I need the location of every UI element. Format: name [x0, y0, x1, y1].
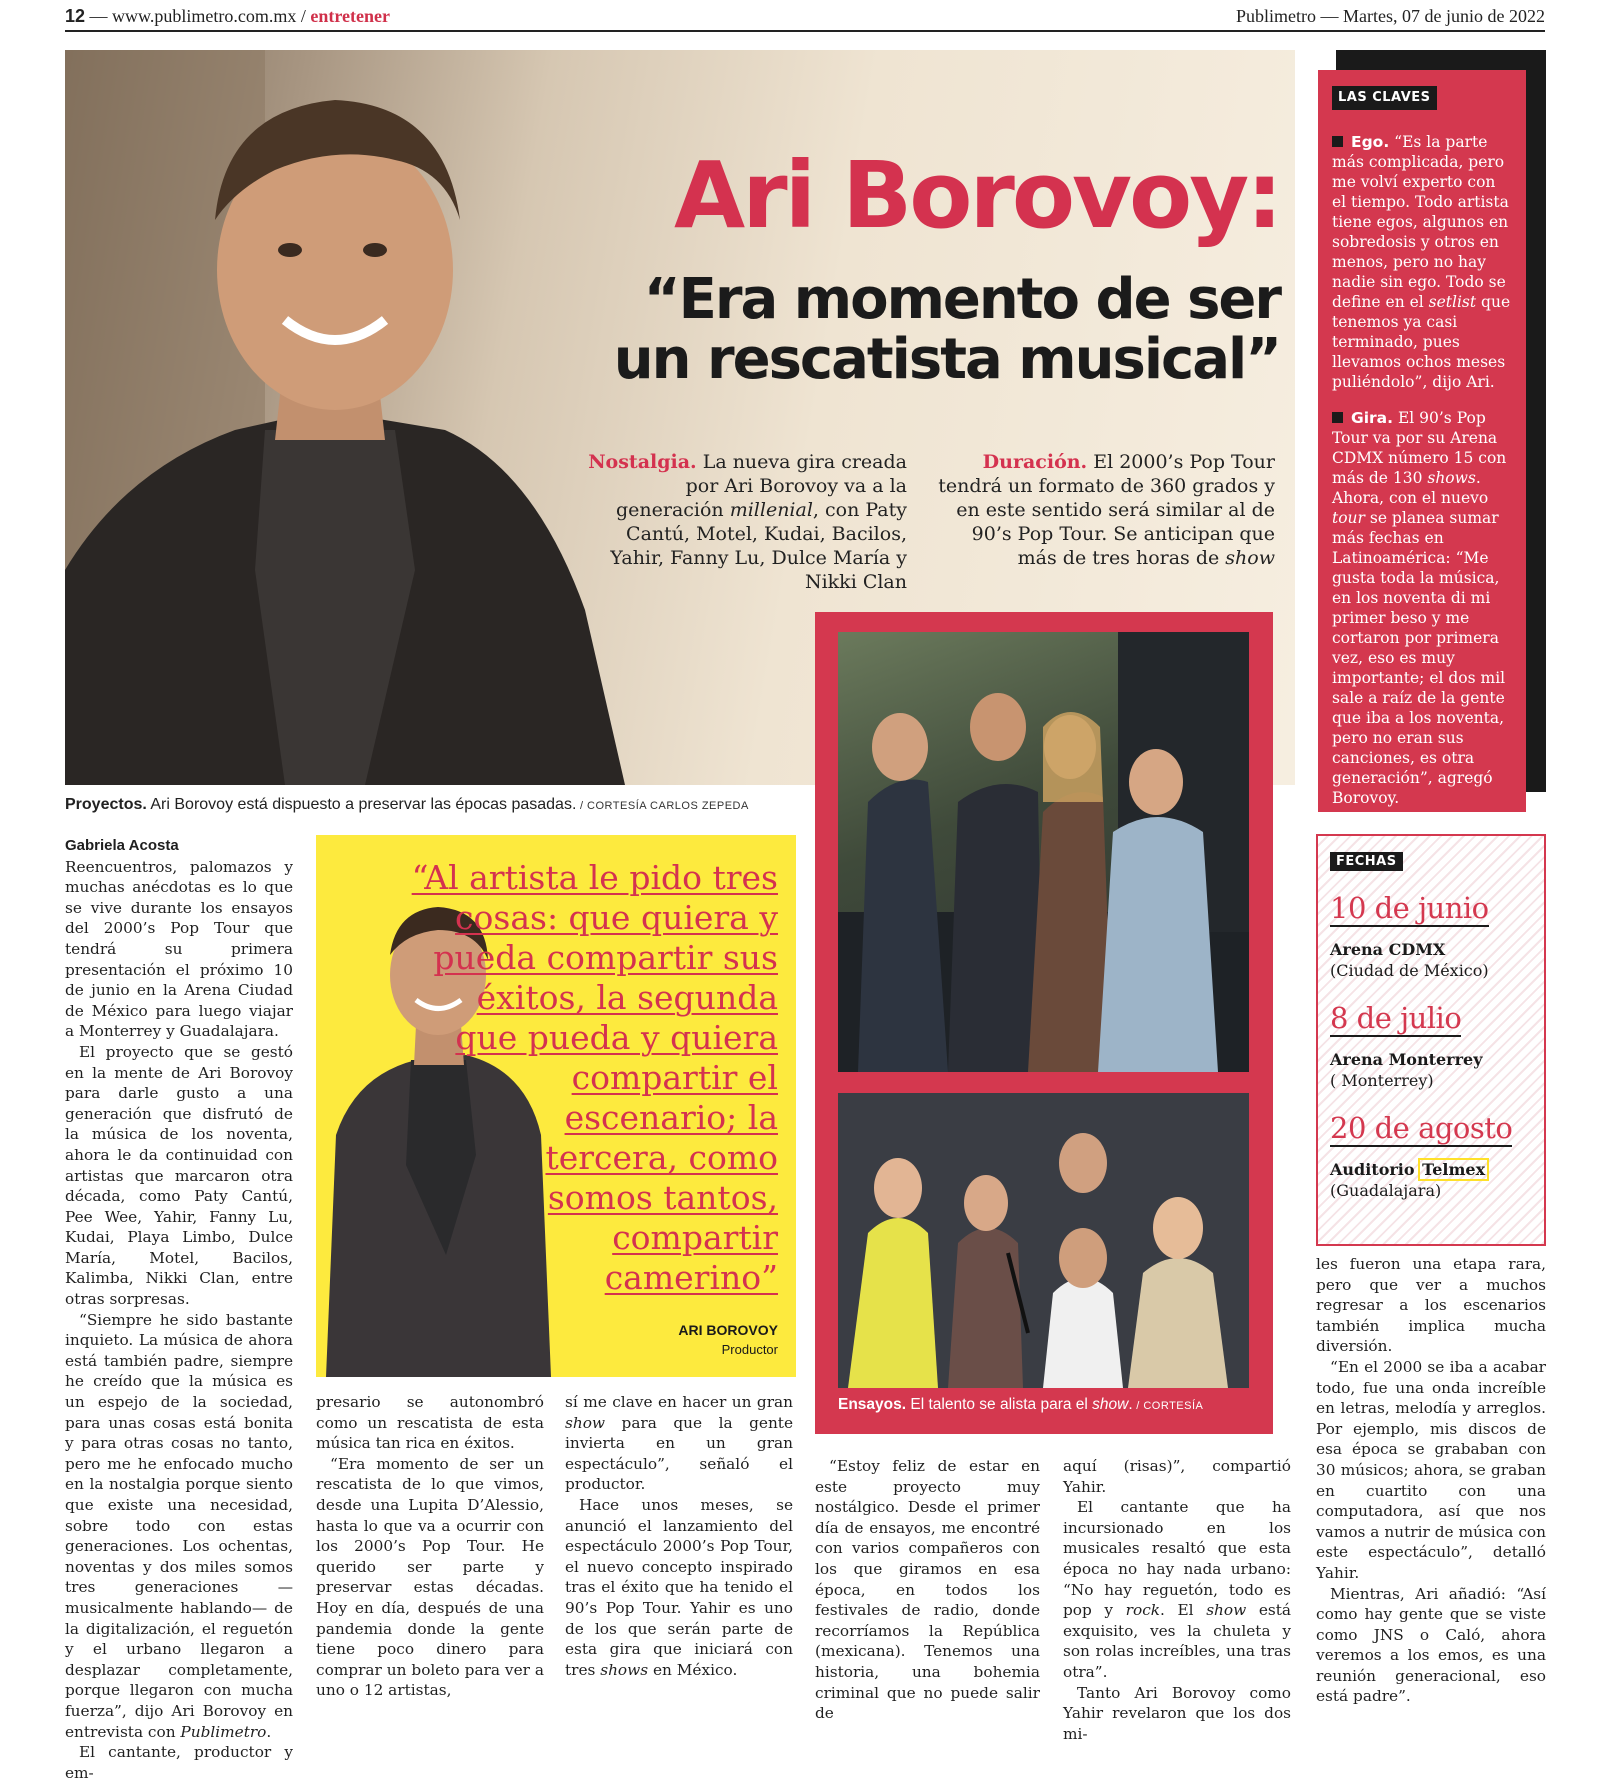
quote-line: que pueda y quiera: [455, 1018, 778, 1057]
deck-duracion: [930, 450, 1275, 570]
caption-text: El talento se alista para el: [906, 1396, 1093, 1413]
article-paragraph: El cantante, productor y em-: [65, 1743, 293, 1782]
claves-tag: LAS CLAVES: [1332, 86, 1437, 110]
venue-highlight: Telmex: [1422, 1160, 1486, 1179]
caption-label: Ensayos.: [838, 1396, 907, 1413]
paragraph-text: . El: [1160, 1601, 1207, 1620]
article-paragraph: [565, 1392, 793, 1495]
deck-text: , con Paty Cantú, Motel, Kudai, Bacilos, Yahir, Fanny Lu, Dulce María y Nikki Clan: [610, 499, 907, 593]
article-column-4: [815, 1456, 1040, 1724]
fecha-date: 8 de julio: [1330, 1001, 1462, 1035]
article-paragraph: Tanto Ari Borovoy como Yahir revelaron que los dos mi-: [1063, 1683, 1291, 1743]
quote-line: camerino”: [604, 1258, 778, 1297]
caption-text: Ari Borovoy está dispuesto a preservar las épocas pasadas.: [146, 796, 577, 813]
subtitle-line-2: un rescatista musical”: [613, 327, 1280, 393]
venue-part: Auditorio: [1330, 1160, 1421, 1179]
quote-author: ARI BOROVOY: [678, 1322, 778, 1338]
article-paragraph: Mientras, Ari añadió: “Así como hay gente que se viste como JNS o Caló, ahora veremos a los emos, es una reunión generacional, eso está padre”.: [1316, 1584, 1546, 1706]
quote-line: tercera, como: [545, 1138, 778, 1177]
article-paragraph: “Era momento de ser un rescatista de lo que vimos, desde una Lupita D’Alessio, hasta lo que va a ocurrir con los 2000’s Pop Tour. He querido ser parte y preservar estas décadas. Hoy en día, después de una pandemia donde la gente tiene poco dinero para comprar un boleto para ver a uno o 12 artistas,: [316, 1454, 544, 1700]
fecha-venue: Arena CDMX: [1330, 940, 1446, 959]
claves-item-gira: [1332, 408, 1514, 808]
claves-box: [1318, 70, 1526, 812]
paragraph-italic: shows: [600, 1660, 649, 1679]
bullet-square-icon: [1332, 136, 1343, 147]
fecha-venue: [1330, 1159, 1532, 1180]
fecha-city: ( Monterrey): [1330, 1071, 1434, 1090]
header-dash: —: [89, 6, 113, 26]
caption-text: .: [1128, 1396, 1133, 1413]
paragraph-italic: show: [565, 1413, 606, 1432]
claves-text: “Es la parte más complicada, pero me volví experto con el tiempo. Todo artista tiene egos, algunos en sobredosis y otros en menos, pero no hay nadie sin ego. Todo se define en el: [1332, 133, 1509, 311]
article-paragraph: [1063, 1497, 1291, 1682]
fecha-item: [1330, 871, 1532, 981]
quote-line: éxitos, la segunda: [476, 978, 778, 1017]
photo-caption: [838, 1396, 1249, 1414]
claves-label: Gira.: [1351, 409, 1394, 427]
caption-label: Proyectos.: [65, 796, 147, 813]
article-column-1: [65, 836, 293, 1783]
fecha-item: [1330, 981, 1532, 1091]
paragraph-italic: Publimetro: [180, 1722, 267, 1741]
fecha-city: (Guadalajara): [1330, 1181, 1442, 1200]
claves-text: El 90’s Pop Tour va por su Arena CDMX número 15 con más de 130: [1332, 409, 1507, 487]
header-rule: [65, 30, 1545, 32]
rehearsal-photo-1: [838, 632, 1249, 1072]
hero-caption: [65, 796, 749, 814]
paragraph-italic: rock: [1125, 1601, 1161, 1620]
byline: Gabriela Acosta: [65, 837, 179, 854]
caption-credit: / CORTESÍA: [1132, 1400, 1204, 1412]
article-paragraph: Reencuentros, palomazos y muchas anécdotas es lo que se vive durante los ensayos del 2000’s Pop Tour que tendrá su primera presentación el próximo 10 de junio en la Arena Ciudad de México para luego viajar a Monterrey y Guadalajara.: [65, 857, 293, 1041]
quote-line: cosas: que quiera y: [455, 898, 778, 937]
fecha-date: 20 de agosto: [1330, 1111, 1513, 1145]
site-url[interactable]: www.publimetro.com.mx: [112, 6, 297, 26]
quote-line: “Al artista le pido tres: [411, 858, 778, 897]
article-paragraph: presario se autonombró como un rescatista de esta música tan rica en éxitos.: [316, 1393, 544, 1453]
paragraph-text: Hace unos meses, se anunció el lanzamiento del espectáculo 2000’s Pop Tour, el nuevo concepto inspirado tras el éxito que ha tenido el 90’s Pop Tour. Yahir es uno de los que serán parte de esta gira que iniciará con tres: [565, 1495, 793, 1679]
caption-credit: / CORTESÍA CARLOS ZEPEDA: [576, 800, 749, 812]
deck-keyword: Nostalgia.: [588, 451, 697, 473]
article-column-3: [565, 1392, 793, 1680]
article-paragraph: El proyecto que se gestó en la mente de Ari Borovoy para darle gusto a una generación que disfrutó de la música de los noventa, ahora le da continuidad con artistas que marcaron otra década, como Paty Cantú, Pee Wee, Yahir, Fanny Lu, Kudai, Playa Limbo, Dulce María, Motel, Bacilos, Kalimba, Nikki Clan, entre otras sorpresas.: [65, 1042, 293, 1309]
claves-text: . Ahora, con el nuevo: [1332, 469, 1489, 507]
subtitle-line-1: “Era momento de ser: [643, 267, 1280, 332]
rehearsal-photo-illustration: [838, 1093, 1249, 1388]
quote-line: somos tantos,: [547, 1178, 778, 1217]
fecha-city: (Ciudad de México): [1330, 961, 1489, 980]
article-column-2: [316, 1392, 544, 1701]
quote-line: compartir: [612, 1218, 778, 1257]
deck-keyword: Duración.: [982, 451, 1088, 473]
quote-attribution: [560, 1322, 778, 1357]
headline-subtitle: [480, 267, 1280, 393]
deck-nostalgia: [577, 450, 907, 594]
rehearsal-photo-2: [838, 1093, 1249, 1388]
fecha-date: 10 de junio: [1330, 891, 1489, 925]
quote-line: escenario; la: [564, 1098, 778, 1137]
deck-text: El 2000’s Pop Tour tendrá un formato de 360 grados y en este sentido será similar al de 90’s Pop Tour. Se anticipan que más de tres horas de: [938, 451, 1275, 569]
deck-italic: show: [1225, 547, 1275, 569]
article-column-5: [1063, 1456, 1291, 1744]
page-number: 12: [65, 6, 86, 26]
claves-italic: shows: [1427, 469, 1476, 487]
claves-italic: setlist: [1428, 293, 1477, 311]
fecha-venue: Arena Monterrey: [1330, 1050, 1483, 1069]
paragraph-text: “Siempre he sido bastante inquieto. La música de ahora está también padre, siempre he creído que la música es un espejo de la sociedad, para unas cosas está bonita y para otras cosas no tanto, pero me he enfocado mucho en la nostalgia porque siento que existe una necesidad, sobre todo con estas generaciones. Los ochentas, noventas y dos miles somos tres generaciones —musicalmente hablando— de la digitalización, el reguetón y el urbano llegaron a desplazar completamente, porque llegaron con mucha fuerza”, dijo Ari Borovoy en entrevista con: [65, 1310, 293, 1741]
header-slash: /: [300, 6, 311, 26]
article-paragraph: [565, 1495, 793, 1680]
paragraph-text: para que la gente invierta en un gran espectáculo”, señaló el productor.: [565, 1413, 793, 1494]
caption-italic: show: [1092, 1396, 1129, 1413]
group-photo-illustration: [838, 632, 1249, 1072]
fechas-box: [1316, 834, 1546, 1246]
article-paragraph: aquí (risas)”, compartió Yahir.: [1063, 1457, 1291, 1496]
article-paragraph: “En el 2000 se iba a acabar todo, fue una onda increíble en letras, melodía y arreglos. Por ejemplo, mis discos de esa época se grababan con 30 músicos; ahora, se graban en cuartito con una computadora, así que nos vamos a nutrir de música con este espectáculo”, detalló Yahir.: [1316, 1357, 1546, 1582]
article-paragraph: les fueron una etapa rara, pero que ver a muchos regresar a los escenarios también implica mucha diversión.: [1316, 1255, 1546, 1356]
deck-text: La nueva gira creada por Ari Borovoy va a la generación: [615, 451, 907, 521]
fecha-item: [1330, 1091, 1532, 1201]
paragraph-text: está exquisito, ves la chuleta y son rolas increíbles, una tras otra”.: [1063, 1601, 1291, 1681]
paragraph-italic: show: [1206, 1601, 1247, 1620]
article-column-6: [1316, 1254, 1546, 1707]
article-paragraph: “Estoy feliz de estar en este proyecto muy nostálgico. Desde el primer día de ensayos, me encontré con varios compañeros con los que giramos en esa época, en todos los festivales de radio, donde recorríamos la República (mexicana). Tenemos una historia, una bohemia criminal que no puede salir de: [815, 1457, 1040, 1723]
headline-title: Ari Borovoy:: [674, 142, 1280, 249]
claves-label: Ego.: [1351, 133, 1390, 151]
bullet-square-icon: [1332, 412, 1343, 423]
paragraph-text: El cantante que ha incursionado en los musicales resaltó que esta época no hay nada urbano: “No hay reguetón, todo es pop y: [1063, 1498, 1291, 1620]
claves-text: que tenemos ya casi terminado, pues llevamos ochos meses puliéndolo”, dijo Ari.: [1332, 293, 1511, 391]
claves-item-ego: [1332, 132, 1514, 392]
paragraph-text: .: [266, 1722, 272, 1741]
quote-role: Productor: [721, 1342, 778, 1357]
quote-line: compartir el: [571, 1058, 778, 1097]
deck-italic: millenial: [729, 499, 813, 521]
page-header-right: Publimetro — Martes, 07 de junio de 2022: [1236, 6, 1545, 26]
quote-line: pueda compartir sus: [433, 938, 778, 977]
article-paragraph: [65, 1310, 293, 1742]
section-name[interactable]: entretener: [310, 6, 390, 26]
paragraph-text: en México.: [648, 1660, 738, 1679]
claves-italic: tour: [1332, 509, 1365, 527]
claves-text: se planea sumar más fechas en Latinoamérica: “Me gusta toda la música, en los noventa di mi primer beso y me cortaron por primera vez, eso es muy importante; el dos mil sale a raíz de la gente que iba a los noventa, pero no eran sus canciones, es otra generación”, agregó Borovoy.: [1332, 509, 1506, 807]
paragraph-text: sí me clave en hacer un gran: [565, 1393, 793, 1411]
pull-quote-text: [380, 858, 778, 1298]
fechas-tag: FECHAS: [1330, 852, 1403, 871]
page-header-left: [65, 6, 390, 30]
